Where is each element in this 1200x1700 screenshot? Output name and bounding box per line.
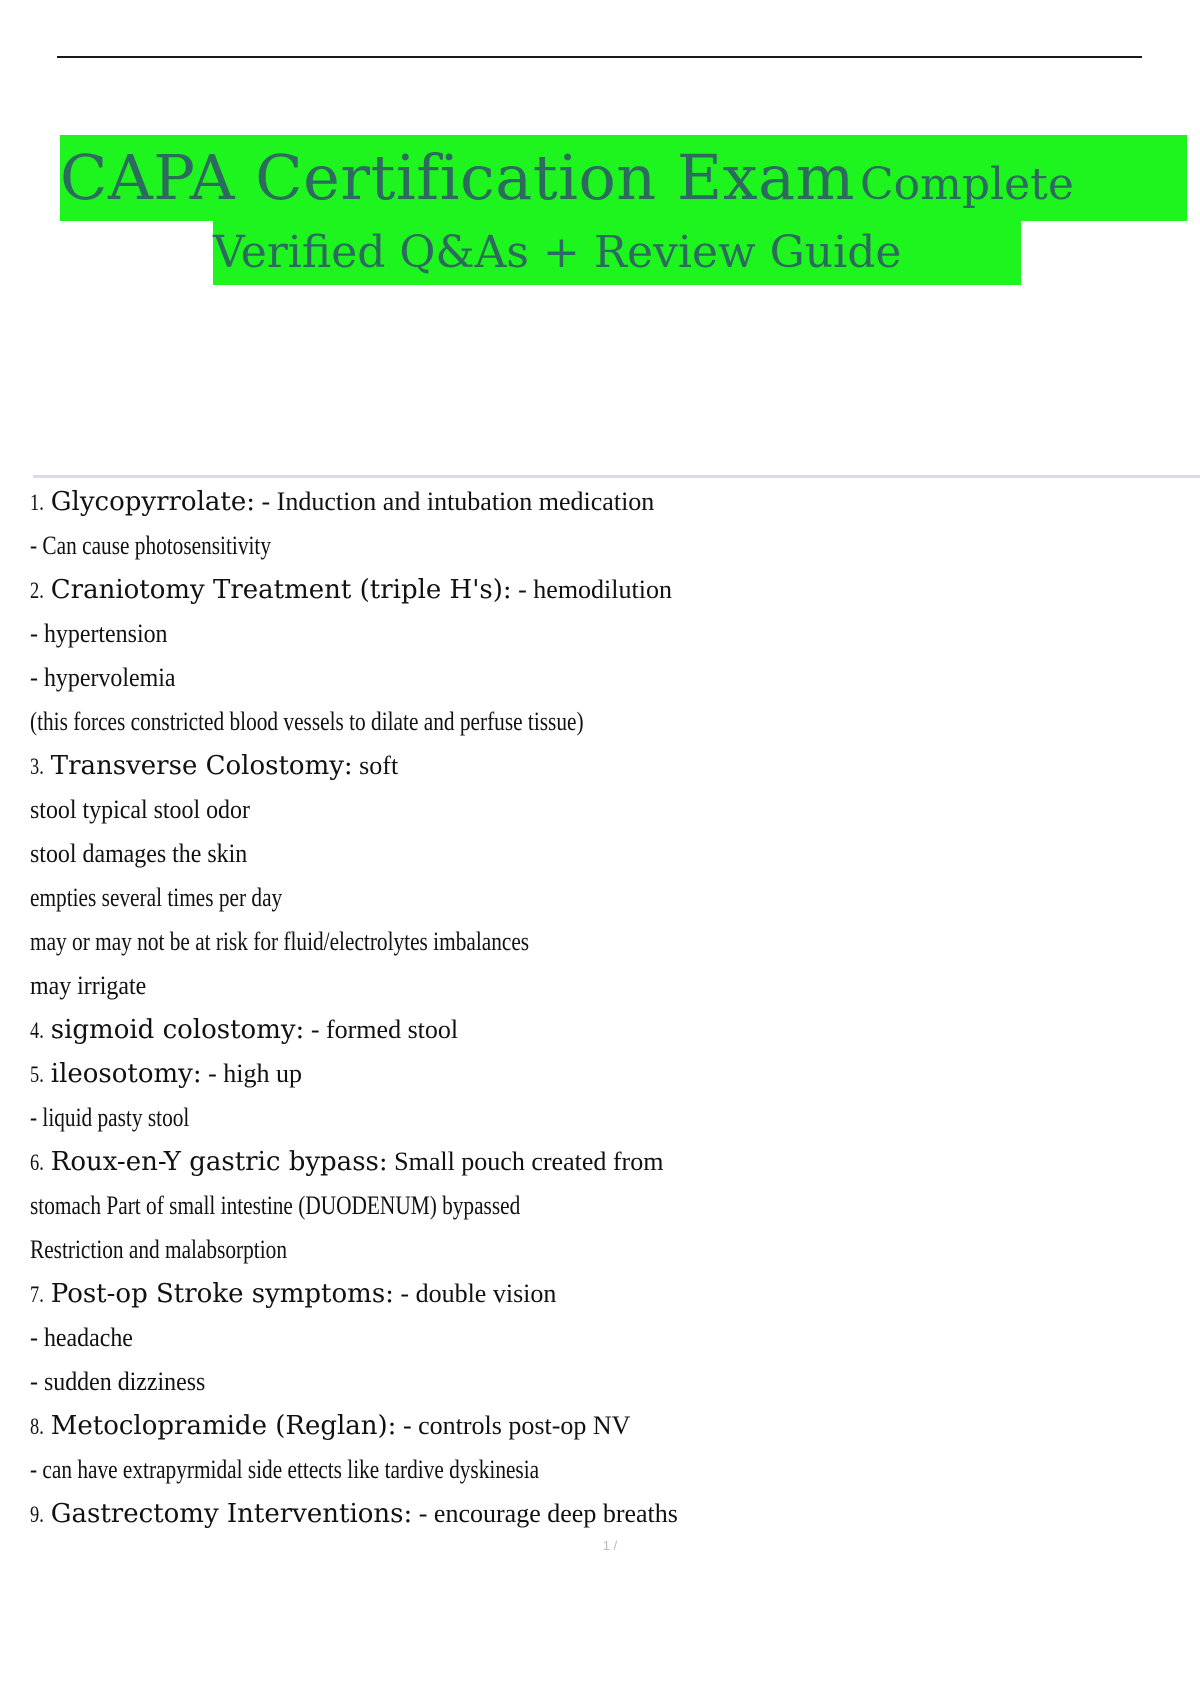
question-term: Post-op Stroke symptoms: — [50, 1279, 394, 1309]
answer-line — [30, 1096, 1180, 1140]
question-line — [30, 1492, 1180, 1536]
qa-list — [30, 480, 1180, 1536]
answer-line — [30, 1228, 1180, 1272]
answer-text: - hypervolemia — [30, 663, 176, 692]
question-term: Transverse Colostomy: — [50, 751, 353, 781]
question-line — [30, 568, 1180, 612]
question-number: 2. — [30, 578, 44, 603]
question-number: 3. — [30, 754, 44, 779]
question-number: 5. — [30, 1062, 44, 1087]
answer-text: Small pouch created from — [387, 1147, 664, 1176]
answer-text: - formed stool — [304, 1015, 459, 1044]
answer-line — [30, 1184, 1180, 1228]
question-line — [30, 480, 1180, 524]
answer-text: may or may not be at risk for fluid/electrolytes imbalances — [30, 927, 530, 956]
question-line — [30, 1052, 1180, 1096]
answer-line — [30, 1448, 1180, 1492]
answer-text: - liquid pasty stool — [30, 1103, 190, 1132]
answer-line — [30, 656, 1180, 700]
answer-text: (this forces constricted blood vessels to dilate and perfuse tissue) — [30, 707, 584, 736]
answer-line — [30, 1360, 1180, 1404]
answer-text: - Can cause photosensitivity — [30, 531, 272, 560]
question-number: 1. — [30, 490, 44, 515]
answer-text: - hypertension — [30, 619, 168, 648]
answer-line — [30, 1316, 1180, 1360]
answer-text: empties several times per day — [30, 883, 283, 912]
answer-line — [30, 700, 1180, 744]
question-number: 8. — [30, 1414, 44, 1439]
question-number: 6. — [30, 1150, 44, 1175]
answer-text: - high up — [201, 1059, 303, 1088]
answer-text: - double vision — [393, 1279, 557, 1308]
question-line — [30, 1140, 1180, 1184]
question-line — [30, 1272, 1180, 1316]
answer-line — [30, 832, 1180, 876]
top-rule — [57, 56, 1142, 58]
section-divider — [33, 475, 1200, 478]
question-term: Metoclopramide (Reglan): — [50, 1411, 397, 1441]
question-term: Roux-en-Y gastric bypass: — [50, 1147, 388, 1177]
title-complete: Complete — [859, 159, 1074, 210]
answer-text: - hemodilution — [511, 575, 672, 604]
question-number: 9. — [30, 1502, 44, 1527]
answer-text: - can have extrapyrmidal side ettects like tardive dyskinesia — [30, 1455, 540, 1484]
answer-text: may irrigate — [30, 971, 147, 1000]
answer-text: stomach Part of small intestine (DUODENUM) bypassed — [30, 1191, 521, 1220]
answer-text: - Induction and intubation medication — [255, 487, 655, 516]
question-term: Craniotomy Treatment (triple H's): — [50, 575, 512, 605]
question-line — [30, 1404, 1180, 1448]
answer-line — [30, 788, 1180, 832]
question-number: 7. — [30, 1282, 44, 1307]
answer-line — [30, 964, 1180, 1008]
answer-text: - headache — [30, 1323, 133, 1352]
title-line-1 — [60, 135, 1187, 221]
answer-text: soft — [352, 751, 399, 780]
question-term: Gastrectomy Interventions: — [50, 1499, 413, 1529]
answer-line — [30, 920, 1180, 964]
answer-text: stool typical stool odor — [30, 795, 250, 824]
question-line — [30, 744, 1180, 788]
answer-line — [30, 876, 1180, 920]
page-number: 1 / — [602, 1538, 618, 1553]
title-line-2: Verified Q&As + Review Guide — [213, 221, 1021, 285]
question-term: sigmoid colostomy: — [50, 1015, 305, 1045]
question-term: ileosotomy: — [50, 1059, 202, 1089]
question-line — [30, 1008, 1180, 1052]
answer-text: - controls post-op NV — [396, 1411, 631, 1440]
question-term: Glycopyrrolate: — [50, 487, 255, 517]
answer-line — [30, 524, 1180, 568]
question-number: 4. — [30, 1018, 44, 1043]
answer-text: stool damages the skin — [30, 839, 248, 868]
answer-text: Restriction and malabsorption — [30, 1235, 287, 1264]
answer-text: - encourage deep breaths — [412, 1499, 678, 1528]
title-main: CAPA Certification Exam — [60, 141, 855, 214]
answer-line — [30, 612, 1180, 656]
answer-text: - sudden dizziness — [30, 1367, 206, 1396]
